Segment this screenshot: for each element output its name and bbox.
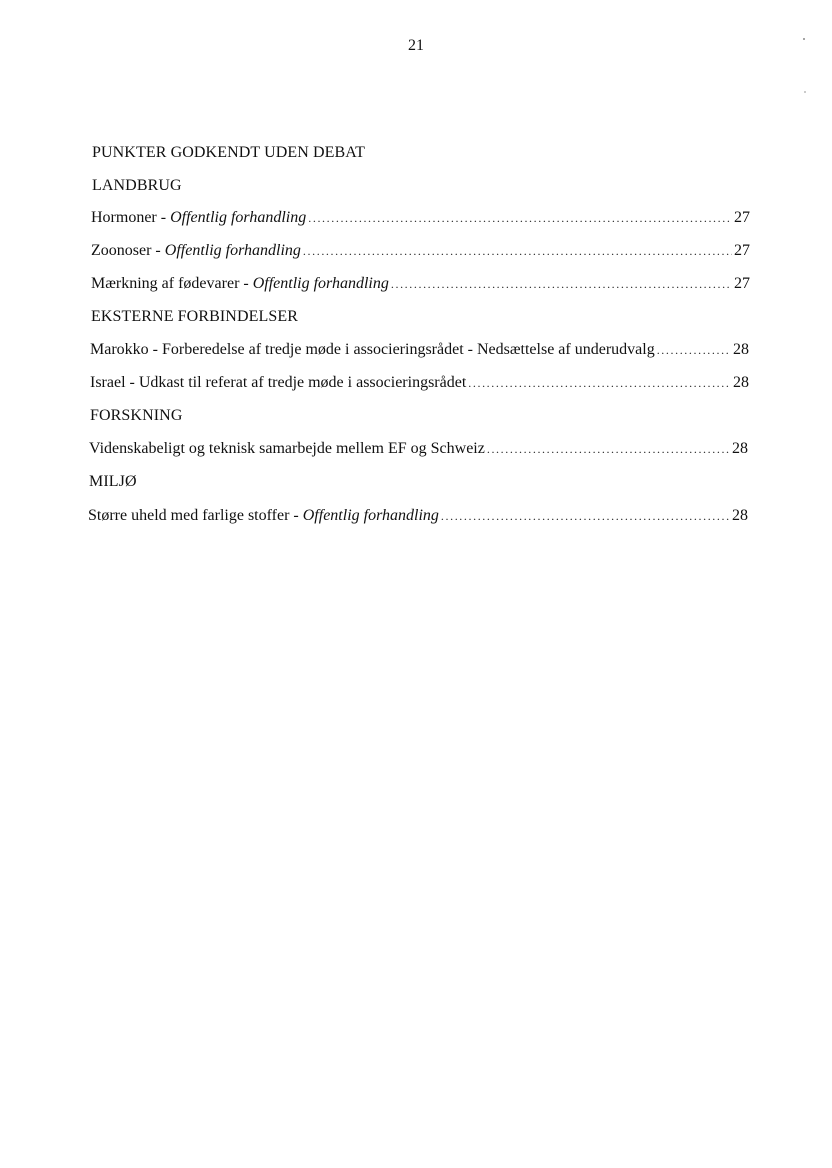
toc-entry-page: 27: [734, 242, 750, 259]
dot-leader: [657, 343, 731, 358]
toc-entry[interactable]: [89, 440, 748, 462]
toc-entry[interactable]: [91, 242, 750, 264]
dot-leader: [308, 211, 732, 226]
dot-leader: [441, 509, 730, 524]
toc-entry-title: Hormoner - Offentlig forhandling: [91, 209, 307, 226]
section-heading: FORSKNING: [90, 407, 183, 424]
toc-entry-page: 28: [733, 374, 749, 391]
section-heading: LANDBRUG: [92, 177, 182, 194]
toc-entry-page: 28: [733, 341, 749, 358]
section-heading: EKSTERNE FORBINDELSER: [91, 308, 298, 325]
toc-entry[interactable]: [88, 507, 748, 529]
toc-entry-page: 28: [732, 440, 748, 457]
toc-entry-page: 27: [734, 209, 750, 226]
dot-leader: [487, 442, 730, 457]
page-number: 21: [408, 37, 424, 54]
toc-entry-title: Marokko - Forberedelse af tredje møde i associeringsrådet - Nedsættelse af underudvalg: [90, 341, 655, 358]
toc-entry[interactable]: [90, 341, 749, 363]
dot-leader: [391, 277, 732, 292]
toc-entry-page: 28: [732, 507, 748, 524]
toc-entry-title: Videnskabeligt og teknisk samarbejde mellem EF og Schweiz: [89, 440, 485, 457]
toc-entry-page: 27: [734, 275, 750, 292]
toc-entry-title: Større uheld med farlige stoffer - Offentlig forhandling: [88, 507, 439, 524]
toc-entry-title: Mærkning af fødevarer - Offentlig forhandling: [91, 275, 389, 292]
scan-speck: [803, 38, 805, 40]
section-heading: PUNKTER GODKENDT UDEN DEBAT: [92, 144, 366, 161]
dot-leader: [303, 244, 732, 259]
toc-entry-title: Israel - Udkast til referat af tredje møde i associeringsrådet: [90, 374, 467, 391]
toc-entry[interactable]: [90, 374, 749, 396]
toc-entry[interactable]: [91, 209, 750, 231]
section-heading: MILJØ: [89, 473, 137, 490]
dot-leader: [468, 376, 731, 391]
toc-entry-title: Zoonoser - Offentlig forhandling: [91, 242, 301, 259]
toc-entry[interactable]: [91, 275, 750, 297]
scan-speck: [804, 91, 806, 93]
